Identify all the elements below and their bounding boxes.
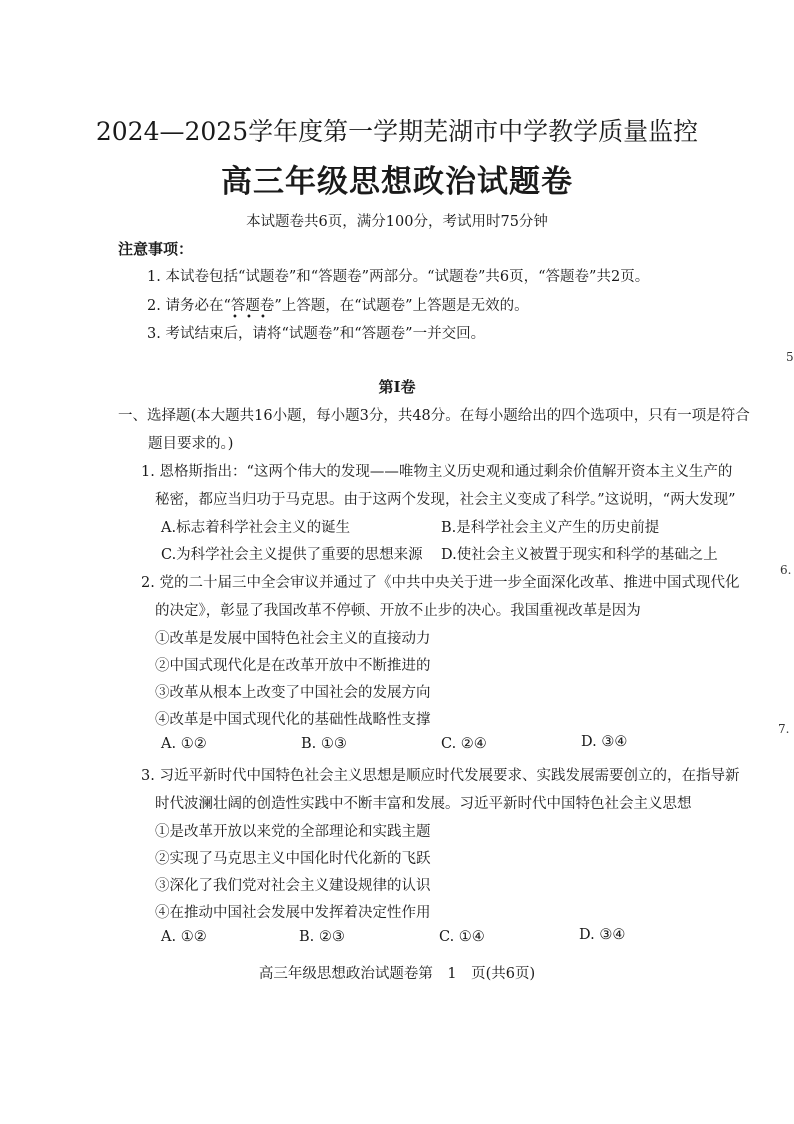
emphasis-dot: • [246,312,252,323]
question-3-stem: 时代波澜壮阔的创造性实践中不断丰富和发展。习近平新时代中国特色社会主义思想 [155,796,692,812]
paper-info: 本试题卷共6页，满分100分，考试用时75分钟 [246,214,548,230]
section-title: 第Ⅰ卷 [378,378,416,396]
margin-number: 7. [778,722,790,736]
question-3-option-b[interactable]: B. ②③ [299,929,345,945]
question-2-statement: ④改革是中国式现代化的基础性战略性支撑 [155,712,431,728]
question-1-option-b[interactable]: B.是科学社会主义产生的历史前提 [441,520,660,536]
question-2-statement: ③改革从根本上改变了中国社会的发展方向 [155,685,431,701]
notice-item: 1. 本试卷包括“试题卷”和“答题卷”两部分。“试题卷”共6页，“答题卷”共2页。 [147,269,650,285]
question-3-option-d[interactable]: D. ③④ [579,927,626,943]
margin-number: 6. [780,563,792,577]
question-1-option-d[interactable]: D.使社会主义被置于现实和科学的基础之上 [441,547,718,563]
question-3-option-c[interactable]: C. ①④ [439,929,485,945]
margin-number: 5 [786,350,794,364]
question-2-stem: 的决定》，彰显了我国改革不停顿、开放不止步的决心。我国重视改革是因为 [155,603,641,619]
question-2-statement: ①改革是发展中国特色社会主义的直接动力 [155,631,431,647]
question-1-stem: 1. 恩格斯指出：“这两个伟大的发现——唯物主义历史观和通过剩余价值解开资本主义生产的 [141,464,733,480]
question-1-option-a[interactable]: A.标志着科学社会主义的诞生 [161,520,351,536]
question-3-option-a[interactable]: A. ①② [161,929,207,945]
question-2-statement: ②中国式现代化是在改革开放中不断推进的 [155,658,431,674]
question-2-option-c[interactable]: C. ②④ [441,736,487,752]
question-1-option-c[interactable]: C.为科学社会主义提供了重要的思想来源 [161,547,423,563]
emphasis-dot: • [232,312,238,323]
page-footer: 高三年级思想政治试题卷第 1 页(共6页) [258,966,536,982]
section-intro: 题目要求的。) [148,436,234,452]
paper-title: 高三年级思想政治试题卷 [221,164,573,200]
question-3-statement: ②实现了马克思主义中国化时代化新的飞跃 [155,851,431,867]
question-2-option-d[interactable]: D. ③④ [581,734,628,750]
question-2-stem: 2. 党的二十届三中全会审议并通过了《中共中央关于进一步全面深化改革、推进中国式现代化 [141,575,740,591]
question-3-statement: ④在推动中国社会发展中发挥着决定性作用 [155,905,431,921]
notice-title: 注意事项： [118,240,194,258]
question-2-option-a[interactable]: A. ①② [161,736,207,752]
emphasis-dot: • [260,312,266,323]
exam-title: 2024—2025学年度第一学期芜湖市中学教学质量监控 [95,117,699,146]
question-1-stem: 秘密，都应当归功于马克思。由于这两个发现，社会主义变成了科学。”这说明，“两大发现” [155,492,736,508]
question-3-statement: ③深化了我们党对社会主义建设规律的认识 [155,878,431,894]
notice-item: 3. 考试结束后，请将“试题卷”和“答题卷”一并交回。 [147,326,486,342]
section-intro: 一、选择题(本大题共16小题，每小题3分，共48分。在每小题给出的四个选项中，只有一项是符合 [118,408,750,424]
question-3-stem: 3. 习近平新时代中国特色社会主义思想是顺应时代发展要求、实践发展需要创立的，在指导新 [141,768,740,784]
question-3-statement: ①是改革开放以来党的全部理论和实践主题 [155,824,431,840]
question-2-option-b[interactable]: B. ①③ [301,736,347,752]
notice-item: 2. 请务必在“答题卷”上答题，在“试题卷”上答题是无效的。 [147,298,529,314]
